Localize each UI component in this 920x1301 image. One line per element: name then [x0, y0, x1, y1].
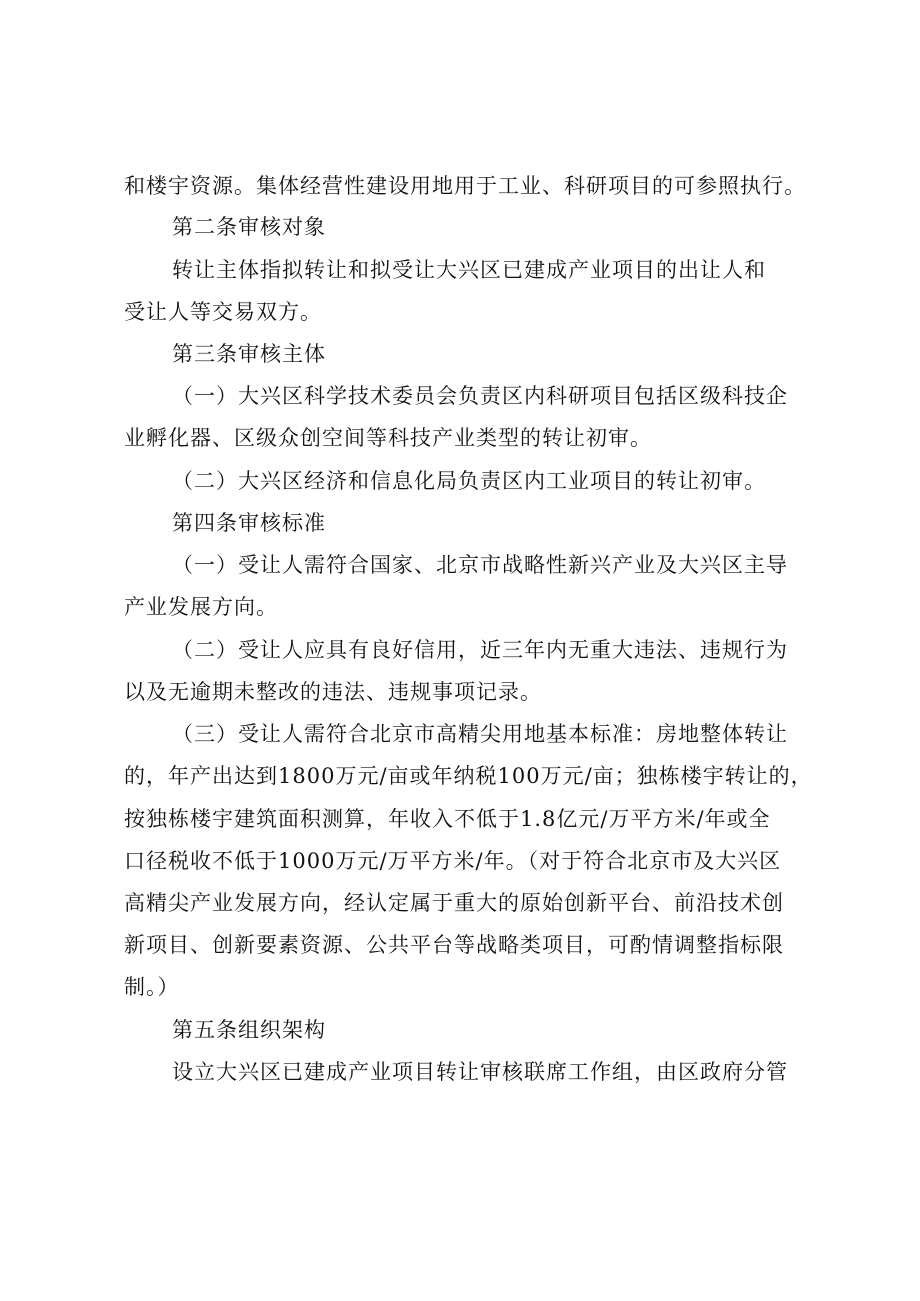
- paragraph-line: （一）受让人需符合国家、北京市战略性新兴产业及大兴区主导: [172, 553, 788, 577]
- paragraph-line: 新项目、创新要素资源、公共平台等战略类项目，可酌情调整指标限: [124, 933, 784, 957]
- paragraph-line: 以及无逾期未整改的违法、违规事项记录。: [124, 680, 542, 704]
- article-3-heading: 第三条审核主体: [172, 342, 326, 366]
- paragraph-line: 设立大兴区已建成产业项目转让审核联席工作组，由区政府分管: [172, 1060, 788, 1084]
- paragraph-line: 受让人等交易双方。: [124, 300, 322, 324]
- paragraph-line: 转让主体指拟转让和拟受让大兴区已建成产业项目的出让人和: [172, 258, 766, 282]
- paragraph-line: 制。）: [124, 975, 180, 999]
- paragraph-line: （二）受让人应具有良好信用，近三年内无重大违法、违规行为: [172, 638, 788, 662]
- article-4-heading: 第四条审核标准: [172, 511, 326, 535]
- paragraph-line: 的，年产出达到1800万元/亩或年纳税100万元/亩；独栋楼宇转让的，: [124, 764, 813, 788]
- paragraph-line: （二）大兴区经济和信息化局负责区内工业项目的转让初审。: [172, 469, 766, 493]
- paragraph-line: （一）大兴区科学技术委员会负责区内科研项目包括区级科技企: [172, 384, 788, 408]
- paragraph-line: 按独栋楼宇建筑面积测算，年收入不低于1.8亿元/万平方米/年或全: [124, 807, 771, 831]
- article-2-heading: 第二条审核对象: [172, 215, 326, 239]
- paragraph-line: 业孵化器、区级众创空间等科技产业类型的转让初审。: [124, 426, 652, 450]
- article-5-heading: 第五条组织架构: [172, 1018, 326, 1042]
- paragraph-line: 高精尖产业发展方向，经认定属于重大的原始创新平台、前沿技术创: [124, 891, 784, 915]
- paragraph-line: （三）受让人需符合北京市高精尖用地基本标准：房地整体转让: [172, 722, 788, 746]
- paragraph-line: 口径税收不低于1000万元/万平方米/年。（对于符合北京市及大兴区: [124, 849, 782, 873]
- paragraph-line: 产业发展方向。: [124, 595, 278, 619]
- paragraph-line: 和楼宇资源。集体经营性建设用地用于工业、科研项目的可参照执行。: [124, 174, 806, 198]
